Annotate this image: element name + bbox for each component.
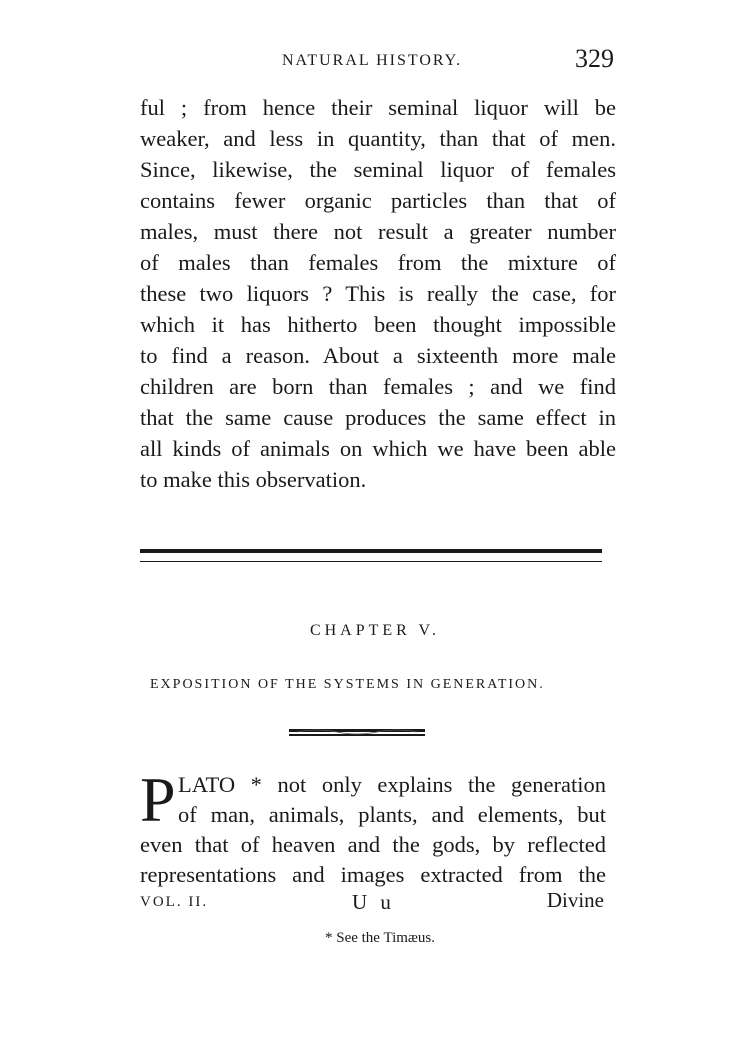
body-paragraph	[140, 92, 616, 495]
text-line: these two liquors ? This is really the case, for	[140, 281, 616, 306]
footnote	[0, 930, 750, 947]
text-line: representations and images extracted from the	[140, 862, 606, 887]
catchword: Divine	[546, 888, 604, 912]
footnote-text: * See the Timæus.	[324, 930, 436, 946]
opening-paragraph	[140, 764, 606, 890]
text-line: all kinds of animals on which we have been able	[140, 436, 616, 461]
page-number: 329	[575, 44, 614, 73]
drop-cap: P	[140, 764, 176, 835]
text-line: males, must there not result a greater number	[140, 219, 616, 244]
text-line: Since, likewise, the seminal liquor of females	[140, 157, 616, 182]
text-line: LATO * not only explains the generation	[178, 772, 606, 797]
signature-mark: U u	[352, 890, 395, 914]
text-line: to make this observation.	[140, 467, 367, 492]
text-line: to find a reason. About a sixteenth more male	[140, 343, 616, 368]
page-foot	[140, 888, 604, 914]
section-rule-thick	[140, 549, 602, 553]
ornament-rule	[287, 728, 427, 738]
text-line: children are born than females ; and we find	[140, 374, 616, 399]
text-line: contains fewer organic particles than that of	[140, 188, 616, 213]
chapter-heading	[0, 622, 750, 640]
volume-label: VOL. II.	[140, 894, 209, 910]
text-line: weaker, and less in quantity, than that of men.	[140, 126, 616, 151]
text-line: that the same cause produces the same effect in	[140, 405, 616, 430]
text-line: of man, animals, plants, and elements, but	[178, 802, 606, 827]
chapter-heading-text: CHAPTER V.	[309, 622, 441, 639]
section-rule-thin	[140, 561, 602, 562]
text-line: of males than females from the mixture of	[140, 250, 616, 275]
chapter-subtitle: EXPOSITION OF THE SYSTEMS IN GENERATION.	[150, 677, 545, 692]
text-line: which it has hitherto been thought impossible	[140, 312, 616, 337]
running-head: NATURAL HISTORY.	[282, 52, 463, 69]
text-line: even that of heaven and the gods, by reflected	[140, 832, 606, 857]
text-line: ful ; from hence their seminal liquor will be	[140, 95, 616, 120]
